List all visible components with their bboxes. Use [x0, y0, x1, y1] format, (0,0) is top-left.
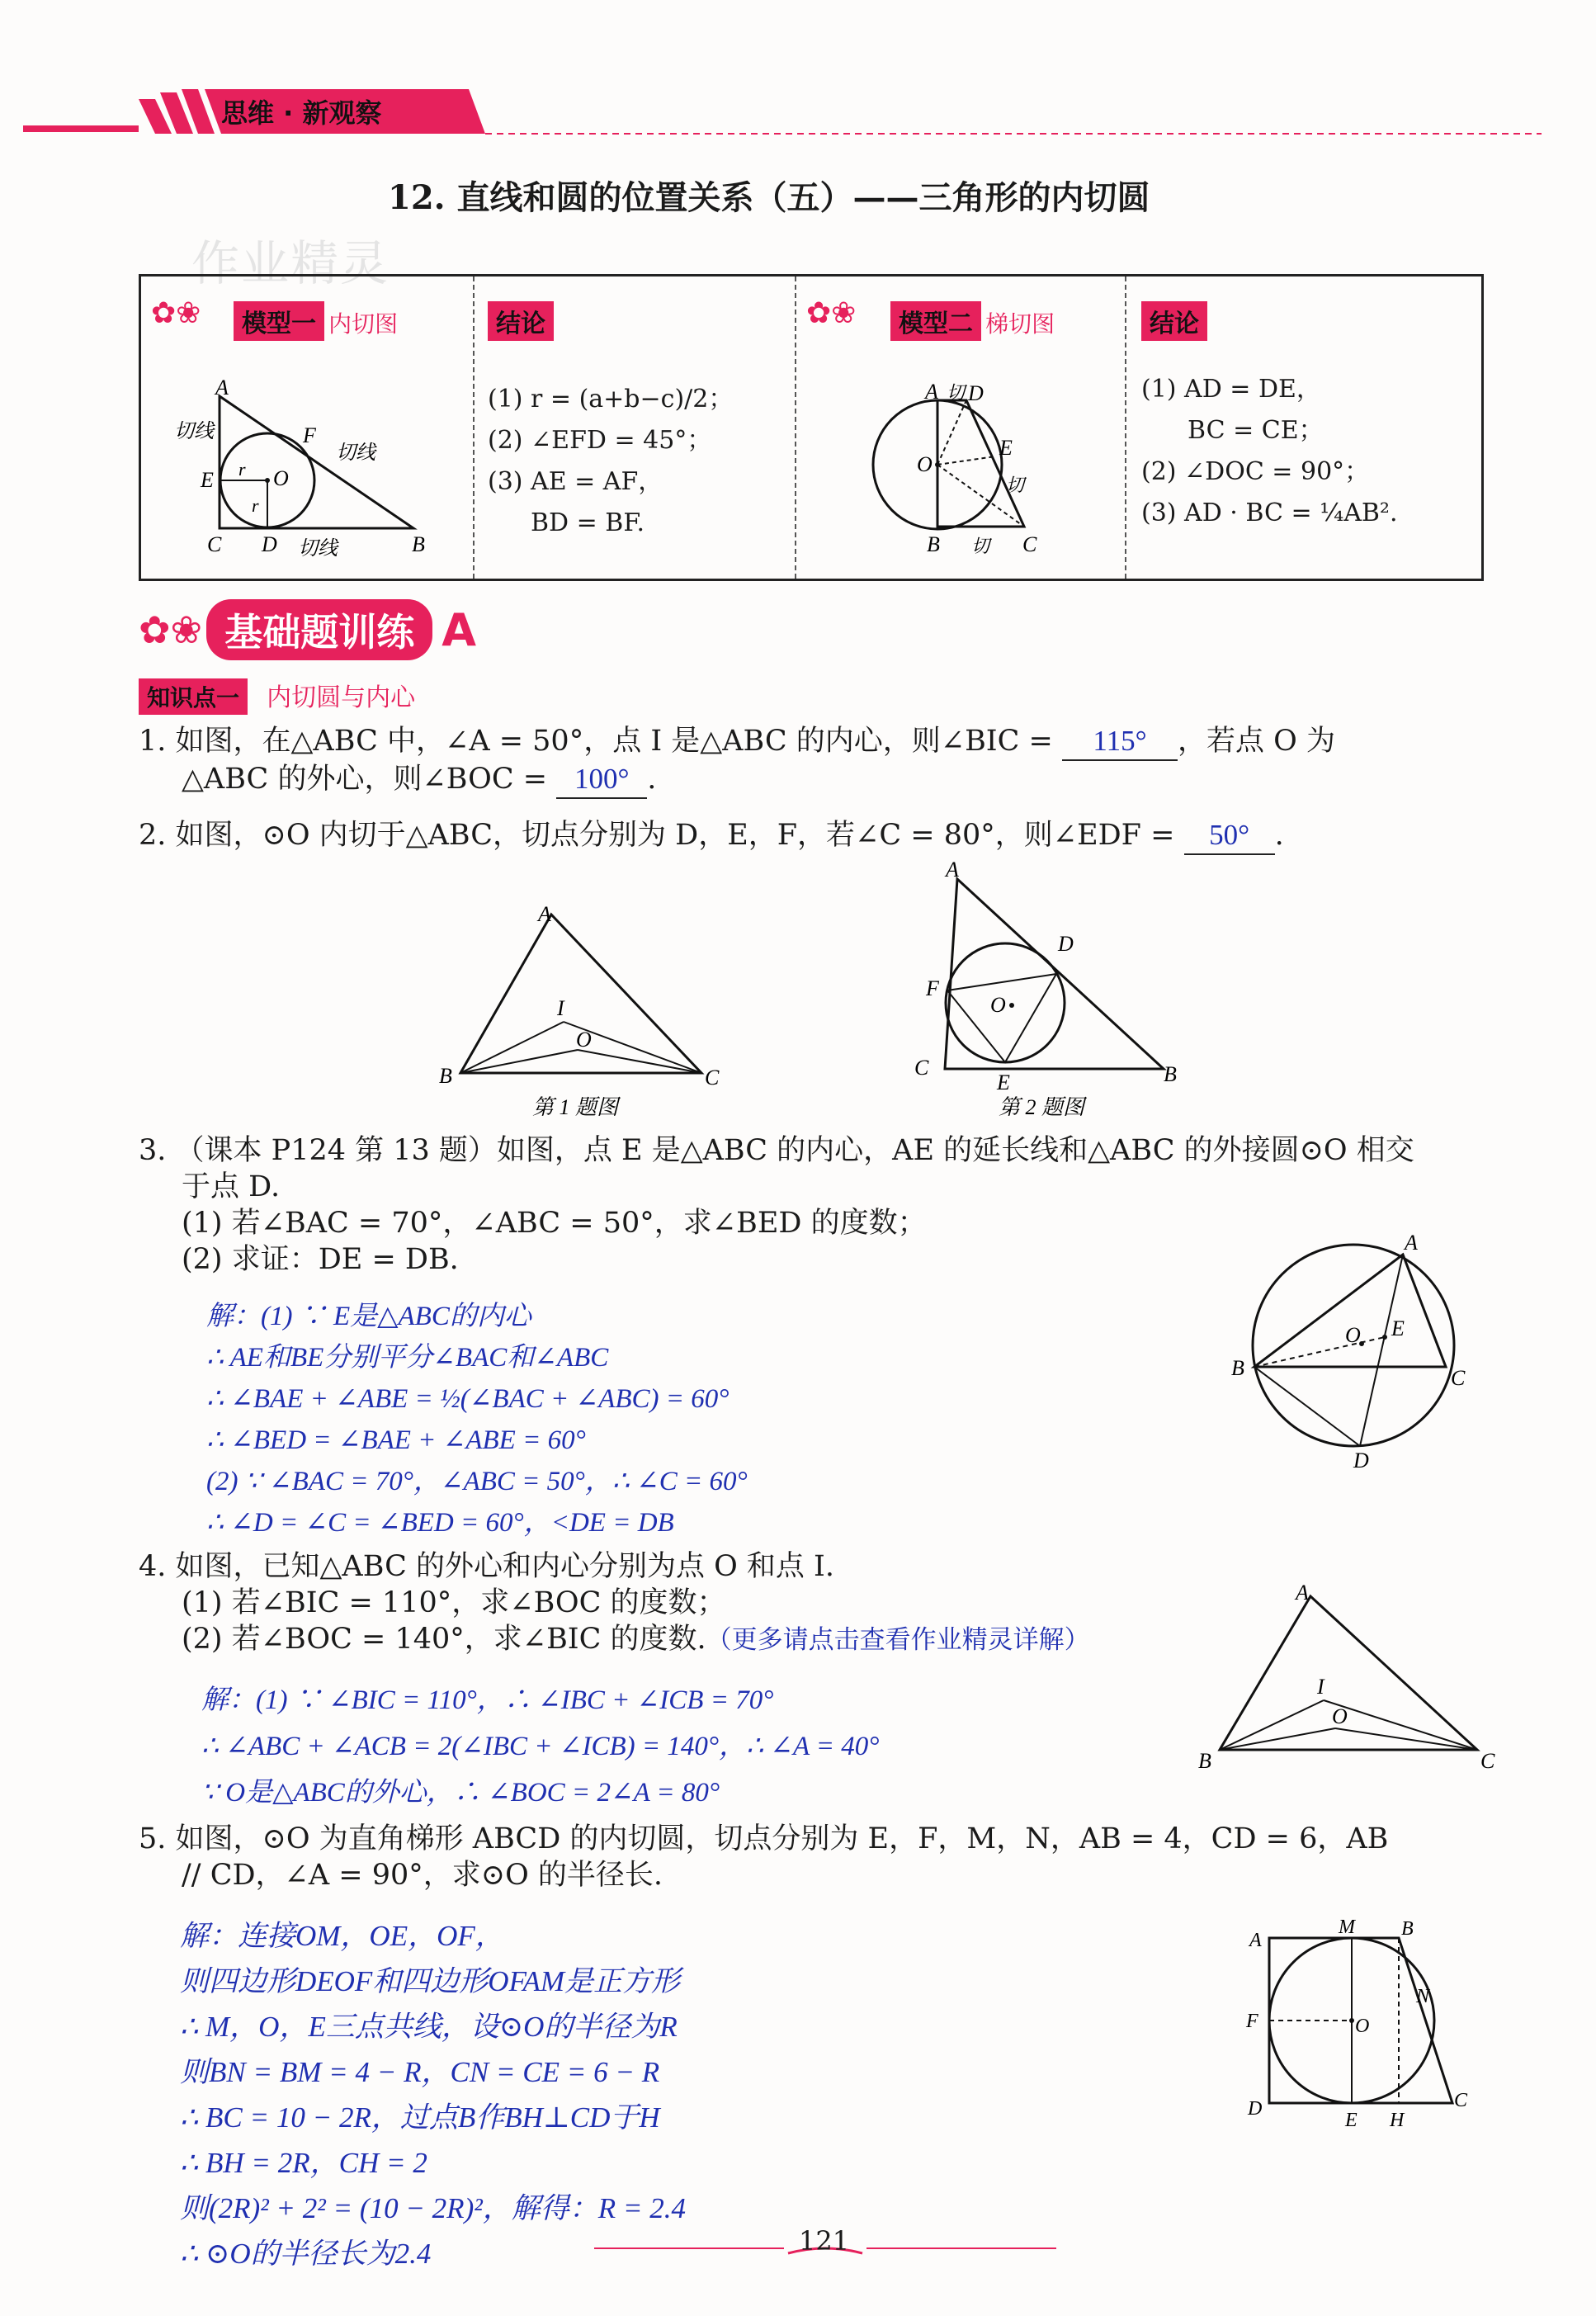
- conclusion2-line: (1) AD = DE，: [1141, 375, 1321, 404]
- m2-label: E: [999, 436, 1013, 460]
- fig2-label: B: [1164, 1062, 1177, 1086]
- conclusion2-line: (3) AD · BC = ¼AB².: [1141, 499, 1398, 527]
- m2-label: 切: [1006, 475, 1025, 495]
- figure-2: [900, 858, 1213, 1123]
- section-heading: [139, 599, 476, 660]
- question-3: 3. （课本 P124 第 13 题）如图，点 E 是△ABC 的内心，AE 的延长线和△ABC 的外接圆⊙O 相交 于点 D. (1) 若∠BAC = 70°，∠ABC = 50°，求∠BED 的度数； (2) 求证：DE = DB.: [139, 1134, 1414, 1276]
- fig4-label: O: [1332, 1704, 1348, 1728]
- model-box: [139, 274, 1484, 581]
- fig2-label: D: [1058, 932, 1074, 956]
- conclusion1-line: BD = BF.: [531, 508, 645, 537]
- m1-label: O: [273, 466, 289, 490]
- q3-solution: 解：(1) ∵ E是△ABC的内心 ∴ AE和BE分别平分∠BAC和∠ABC ∴ ∠BAE + ∠ABE = ½(∠BAC + ∠ABC) = 60° ∴ ∠BED = ∠BAE + ∠ABE = 60° (2) ∵ ∠BAC = 70°，∠ABC = 50°，∴ ∠C = 60° ∴ ∠D = ∠C = ∠BED = 60°，<DE = DB: [206, 1302, 748, 1538]
- m1-label: D: [262, 532, 277, 556]
- m1-label: C: [207, 532, 222, 556]
- header-title: 思维 · 新观察: [221, 97, 382, 129]
- figure-4: [1188, 1576, 1502, 1775]
- page-footer: [594, 2225, 1056, 2262]
- fig3-label: O: [1345, 1323, 1361, 1347]
- fig5-label: M: [1339, 1917, 1355, 1938]
- flower-icon: ✿❀: [806, 296, 857, 330]
- fig4-label: C: [1480, 1749, 1495, 1773]
- fig2-label: C: [914, 1056, 929, 1080]
- fig5-label: O: [1355, 2016, 1370, 2037]
- m1-label: E: [201, 468, 214, 492]
- fig4-label: I: [1317, 1675, 1324, 1699]
- q2-answer: 50°: [1184, 817, 1275, 855]
- fig1-label: A: [538, 902, 551, 926]
- kp-tag: 知识点一: [139, 678, 248, 715]
- m1-label: F: [303, 423, 316, 447]
- model1-tag: 模型一: [234, 301, 324, 341]
- fig3-label: D: [1353, 1449, 1369, 1472]
- fig5-label: C: [1454, 2090, 1468, 2111]
- fig5-label: N: [1416, 1986, 1430, 2007]
- model2-tag: 模型二: [890, 301, 981, 341]
- question-2: 2. 如图，⊙O 内切于△ABC，切点分别为 D，E，F，若∠C = 80°，则∠EDF = 50° .: [139, 817, 1492, 855]
- page-number: 121: [799, 2225, 850, 2257]
- figure-5: [1230, 1912, 1502, 2134]
- question-1: 1. 如图，在△ABC 中，∠A = 50°，点 I 是△ABC 的内心，则∠BIC = 115° ，若点 O 为 △ABC 的外心，则∠BOC = 100° .: [139, 723, 1492, 799]
- m1-label: B: [412, 532, 425, 556]
- fig3-label: C: [1451, 1366, 1466, 1390]
- fig1-label: I: [557, 996, 564, 1020]
- conclusion2-line: (2) ∠DOC = 90°；: [1141, 457, 1370, 486]
- page-title: 12. 直线和圆的位置关系（五）——三角形的内切圆: [388, 178, 1150, 217]
- fig1-caption: 第 1 题图: [532, 1095, 619, 1119]
- fig1-label: B: [439, 1064, 452, 1088]
- conclusion1-list: [488, 379, 733, 544]
- figure-1: [429, 891, 759, 1123]
- fig1-label: O: [576, 1028, 592, 1052]
- fig5-label: D: [1248, 2098, 1263, 2120]
- conclusion2-list: [1141, 369, 1397, 534]
- m1-label: 切线: [174, 421, 214, 442]
- kp-name: 内切圆与内心: [267, 683, 416, 712]
- q1-answer-2: 100°: [556, 761, 647, 799]
- conclusion1-tag: 结论: [488, 301, 554, 341]
- m2-label: A: [925, 380, 938, 404]
- fig2-label: E: [997, 1071, 1010, 1094]
- q1-answer-1: 115°: [1062, 723, 1178, 761]
- m2-label: D: [968, 381, 984, 405]
- watermark: 作业精灵: [191, 235, 390, 291]
- fig5-label: E: [1345, 2110, 1358, 2131]
- m1-label: A: [215, 376, 229, 399]
- m2-label: C: [1022, 532, 1037, 556]
- fig3-label: A: [1405, 1231, 1418, 1255]
- q4-solution: 解：(1) ∵ ∠BIC = 110°，∴ ∠IBC + ∠ICB = 70° ∴ ∠ABC + ∠ACB = 2(∠IBC + ∠ICB) = 140°，∴ ∠A = 40° ∵ O是△ABC的外心，∴ ∠BOC = 2∠A = 80°: [201, 1685, 880, 1808]
- figure-3: [1230, 1222, 1494, 1472]
- m2-label: 切: [947, 382, 966, 403]
- fig2-label: F: [926, 976, 939, 1000]
- fig2-label: O: [990, 993, 1006, 1017]
- m1-label: 切线: [336, 442, 375, 464]
- model2-figure: [867, 382, 1098, 572]
- model1-figure: [174, 376, 446, 570]
- m1-label: r: [252, 495, 259, 516]
- fig2-label: A: [946, 858, 959, 881]
- m2-label: B: [927, 532, 940, 556]
- fig1-label: C: [705, 1066, 720, 1089]
- conclusion2-tag: 结论: [1141, 301, 1207, 341]
- flower-icon: ✿❀: [139, 607, 203, 652]
- section-letter: A: [441, 603, 477, 656]
- more-link[interactable]: （更多请点击查看作业精灵详解）: [706, 1625, 1090, 1655]
- question-4: 4. 如图，已知△ABC 的外心和内心分别为点 O 和点 I. (1) 若∠BIC = 110°，求∠BOC 的度数； (2) 若∠BOC = 140°，求∠BIC 的度数.（更多请点击查看作业精灵详解）: [139, 1550, 1090, 1656]
- fig5-label: B: [1401, 1918, 1414, 1940]
- knowledge-point: [139, 677, 415, 715]
- question-5: 5. 如图，⊙O 为直角梯形 ABCD 的内切圆，切点分别为 E，F，M，N，AB = 4，CD = 6，AB // CD，∠A = 90°，求⊙O 的半径长.: [139, 1822, 1389, 1892]
- m1-label: 切线: [298, 538, 338, 560]
- model1-name: 内切图: [328, 310, 399, 338]
- m1-label: r: [238, 459, 246, 480]
- fig2-caption: 第 2 题图: [999, 1095, 1085, 1119]
- fig5-label: F: [1246, 2011, 1258, 2032]
- section-title: 基础题训练: [206, 599, 432, 660]
- conclusion1-line: (3) AE = AF，: [488, 467, 663, 496]
- fig5-label: H: [1390, 2110, 1405, 2131]
- fig3-label: E: [1391, 1316, 1405, 1340]
- conclusion1-line: (2) ∠EFD = 45°；: [488, 426, 712, 455]
- fig3-label: B: [1231, 1356, 1244, 1380]
- header-banner: [23, 83, 1542, 140]
- fig4-label: B: [1198, 1749, 1211, 1773]
- flower-icon: ✿❀: [151, 296, 201, 330]
- model2-name: 梯切图: [985, 310, 1055, 338]
- m2-label: O: [917, 452, 933, 476]
- conclusion2-line: BC = CE；: [1188, 416, 1324, 445]
- q5-solution: 解：连接OM，OE，OF， 则四边形DEOF和四边形OFAM是正方形 ∴ M，O，E三点共线，设⊙O的半径为R 则BN = BM = 4 − R，CN = CE = 6 − R ∴ BC = 10 − 2R，过点B作BH⊥CD于H ∴ BH = 2R，CH = 2 则(2R)² + 2² = (10 − 2R)²，解得：R = 2.4 ∴ ⊙O的半径长为2.4: [180, 1920, 686, 2270]
- m2-label: 切: [971, 536, 990, 556]
- conclusion1-line: (1) r = (a+b−c)/2；: [488, 385, 734, 414]
- fig5-label: A: [1249, 1930, 1262, 1951]
- fig4-label: A: [1296, 1581, 1309, 1605]
